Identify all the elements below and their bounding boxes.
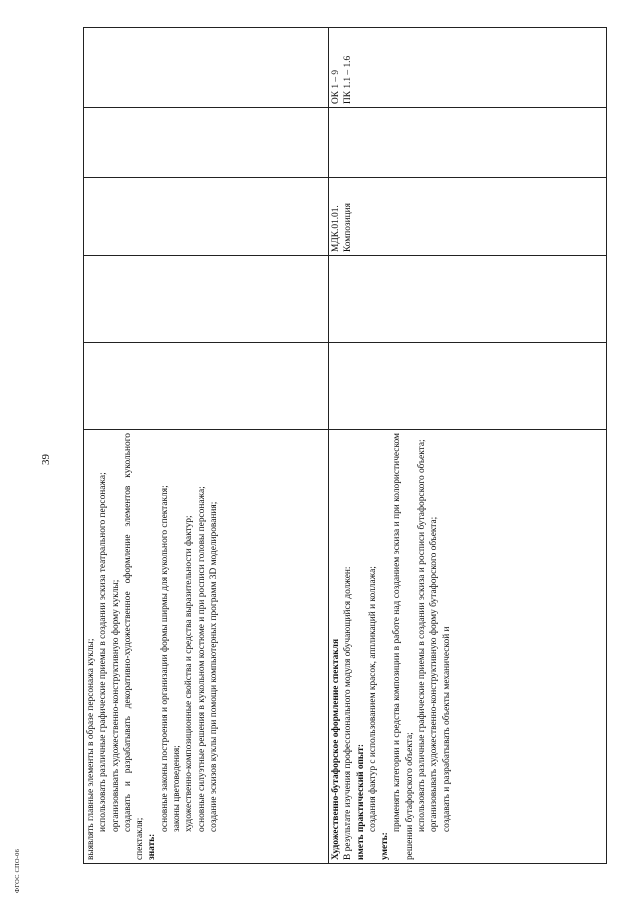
text-line: создания фактур с использованием красок, аппликаций и коллажа; bbox=[367, 566, 378, 832]
table-row bbox=[329, 28, 607, 864]
general-competences: ОК 1 – 9 bbox=[331, 69, 341, 104]
module-title: Художественно-бутафорское оформление спектакля bbox=[331, 638, 341, 860]
text-line: выявлять главные элементы в образе персонажа куклы; bbox=[86, 638, 96, 860]
empty-cell bbox=[329, 256, 607, 343]
skills-knowledge-cell bbox=[329, 430, 607, 864]
footer-standard-code: ФГОС СПО-06 bbox=[14, 848, 21, 893]
competences-cell bbox=[329, 28, 607, 108]
text-line: применять категории и средства композиции в работе над созданием эскиза и при колористическом решении бутафорского объекта; bbox=[392, 433, 415, 860]
text-line: создавать и разрабатывать объекты механической и bbox=[441, 626, 452, 832]
rotated-table-stage bbox=[83, 28, 606, 864]
course-cell bbox=[329, 178, 607, 256]
empty-cell bbox=[329, 343, 607, 430]
text-line: создание эскизов куклы при помощи компьютерных программ 3D моделирования; bbox=[208, 501, 219, 832]
course-code: МДК.01.01. bbox=[331, 205, 341, 252]
empty-cell bbox=[84, 343, 329, 430]
section-heading: уметь: bbox=[380, 832, 391, 860]
text-line: В результате изучения профессионального модуля обучающийся должен: bbox=[343, 566, 354, 860]
table-row bbox=[84, 28, 329, 864]
text-line: создавать и разрабатывать декоративно-художественное оформление элементов кукольного спектакля; bbox=[122, 433, 146, 860]
text-line: организовывать художественно-конструктивную форму бутафорского объекта; bbox=[429, 516, 440, 832]
course-name: Композиция bbox=[343, 203, 354, 252]
empty-cell bbox=[84, 256, 329, 343]
text-line: законы цветоведения; bbox=[172, 745, 183, 832]
page-number: 39 bbox=[40, 454, 52, 465]
text-line: использовать различные графические приемы в создании эскиза и росписи бутафорского объекта; bbox=[417, 439, 428, 832]
section-heading: иметь практический опыт: bbox=[355, 744, 366, 860]
text-line: художественно-композиционные свойства и средства выразительности фактур; bbox=[184, 515, 195, 832]
text-line: использовать различные графические приемы в создании эскиза театрального персонажа; bbox=[98, 472, 109, 832]
professional-competences: ПК 1.1 – 1.6 bbox=[343, 55, 354, 104]
text-line: основные силуэтные решения в кукольном костюме и при росписи головы персонажа; bbox=[196, 486, 207, 832]
skills-knowledge-cell bbox=[84, 430, 329, 864]
curriculum-table bbox=[83, 27, 607, 864]
empty-cell bbox=[84, 178, 329, 256]
empty-cell bbox=[84, 108, 329, 178]
section-heading: знать: bbox=[147, 833, 158, 860]
empty-cell bbox=[329, 108, 607, 178]
text-line: организовывать художественно-конструктивную форму куклы; bbox=[110, 579, 121, 832]
empty-cell bbox=[84, 28, 329, 108]
text-line: основные законы построения и организации формы ширмы для кукольного спектакля; bbox=[159, 485, 170, 832]
